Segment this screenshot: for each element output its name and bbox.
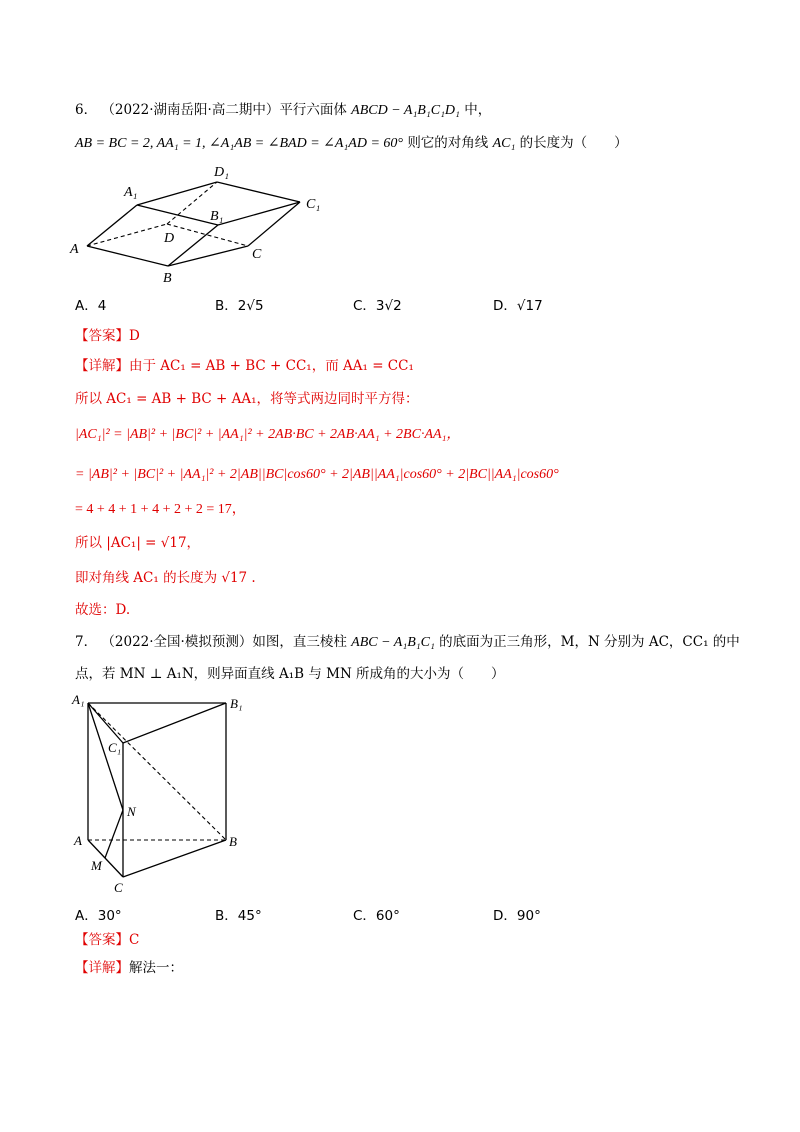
q7-label-B1: B₁ xyxy=(230,696,243,711)
q6-label-D: D xyxy=(164,231,175,246)
q7-solid: ABC − A₁B₁C₁ xyxy=(351,635,435,650)
q7-label-B: B xyxy=(229,834,237,849)
q7-stem-line2: 点，若 MN ⊥ A₁N，则异面直线 A₁B 与 MN 所成角的大小为（ ） xyxy=(75,666,505,682)
q7-answer-value: C xyxy=(129,932,140,948)
q6-label-A1: A₁ xyxy=(124,185,138,200)
q6-label-A: A xyxy=(70,242,79,257)
q7-label-C1: C₁ xyxy=(108,740,122,755)
q6-question: 则它的对角线 xyxy=(407,135,489,151)
q7-label-M: M xyxy=(91,858,102,873)
q7-option-d[interactable]: D．90° xyxy=(493,908,541,924)
q6-source: （2022·湖南岳阳·高二期中）平行六面体 xyxy=(101,102,347,118)
q6-label-C1: C₁ xyxy=(306,197,321,212)
q7-option-a[interactable]: A．30° xyxy=(75,908,122,924)
q6-option-d[interactable]: D．√17 xyxy=(493,298,543,314)
q6-detail-label: 【详解】 xyxy=(75,358,129,374)
q6-answer xyxy=(75,326,140,346)
q7-number: 7． xyxy=(75,634,98,650)
q6-step-1: 由于 AC₁ = AB + BC + CC₁，而 AA₁ = CC₁ xyxy=(129,358,414,374)
q7-stem-line1 xyxy=(75,632,740,653)
q6-stem-end: 中， xyxy=(464,102,492,118)
q7-prism-figure xyxy=(70,690,270,900)
q7-label-A1: A₁ xyxy=(72,692,85,707)
q6-stem-line1 xyxy=(75,100,491,121)
q7-option-c[interactable]: C．60° xyxy=(353,908,400,924)
q7-answer-label: 【答案】 xyxy=(75,932,129,948)
q6-detail-step4: = |AB|² + |BC|² + |AA₁|² + 2|AB||BC|cos60° + 2|AB||AA₁|cos60° + 2|BC||AA₁|cos60° xyxy=(75,467,559,482)
q6-solid: ABCD − A₁B₁C₁D₁ xyxy=(351,103,460,118)
q6-detail-step6: 所以 |AC₁| = √17， xyxy=(75,535,201,551)
q6-label-C: C xyxy=(252,247,262,262)
q6-detail-step7: 即对角线 AC₁ 的长度为 √17 . xyxy=(75,570,256,586)
q6-stem-line2 xyxy=(75,133,628,154)
q6-number: 6． xyxy=(75,102,98,118)
q6-label-B1: B₁ xyxy=(210,209,224,224)
q7-source: （2022·全国·模拟预测）如图，直三棱柱 xyxy=(101,634,347,650)
q6-question-end: 的长度为（ ） xyxy=(519,135,628,151)
q6-option-c[interactable]: C．3√2 xyxy=(353,298,402,314)
q7-detail-label: 【详解】 xyxy=(75,960,129,976)
q6-conditions: AB = BC = 2, AA₁ = 1, ∠A₁AB = ∠BAD = ∠A₁AD = 60° xyxy=(75,136,404,151)
q7-label-N: N xyxy=(127,804,136,819)
q7-label-C: C xyxy=(114,880,123,895)
q6-parallelepiped-figure xyxy=(60,160,360,290)
q6-detail-step5: = 4 + 4 + 1 + 4 + 2 + 2 = 17， xyxy=(75,502,246,517)
q6-answer-label: 【答案】 xyxy=(75,328,129,344)
q6-diag: AC₁ xyxy=(492,136,516,151)
q7-detail-text: 解法一： xyxy=(129,960,183,976)
q6-label-D1: D₁ xyxy=(214,165,229,180)
q7-label-A: A xyxy=(74,833,82,848)
q6-detail-step1 xyxy=(75,356,414,376)
q7-option-b[interactable]: B．45° xyxy=(215,908,262,924)
q6-option-b[interactable]: B．2√5 xyxy=(215,298,264,314)
q6-detail-step8: 故选：D. xyxy=(75,602,131,618)
q7-answer xyxy=(75,930,139,950)
q6-detail-step3: |AC₁|² = |AB|² + |BC|² + |AA₁|² + 2AB·BC + 2AB·AA₁ + 2BC·AA₁， xyxy=(75,427,461,442)
q7-detail xyxy=(75,958,183,978)
q7-stem-mid: 的底面为正三角形，M，N 分别为 AC，CC₁ 的中 xyxy=(439,634,740,650)
q6-answer-value: D xyxy=(129,328,140,344)
q6-option-a[interactable]: A．4 xyxy=(75,298,107,314)
q6-label-B: B xyxy=(163,271,172,286)
q6-detail-step2: 所以 AC₁ = AB + BC + AA₁，将等式两边同时平方得： xyxy=(75,391,419,407)
